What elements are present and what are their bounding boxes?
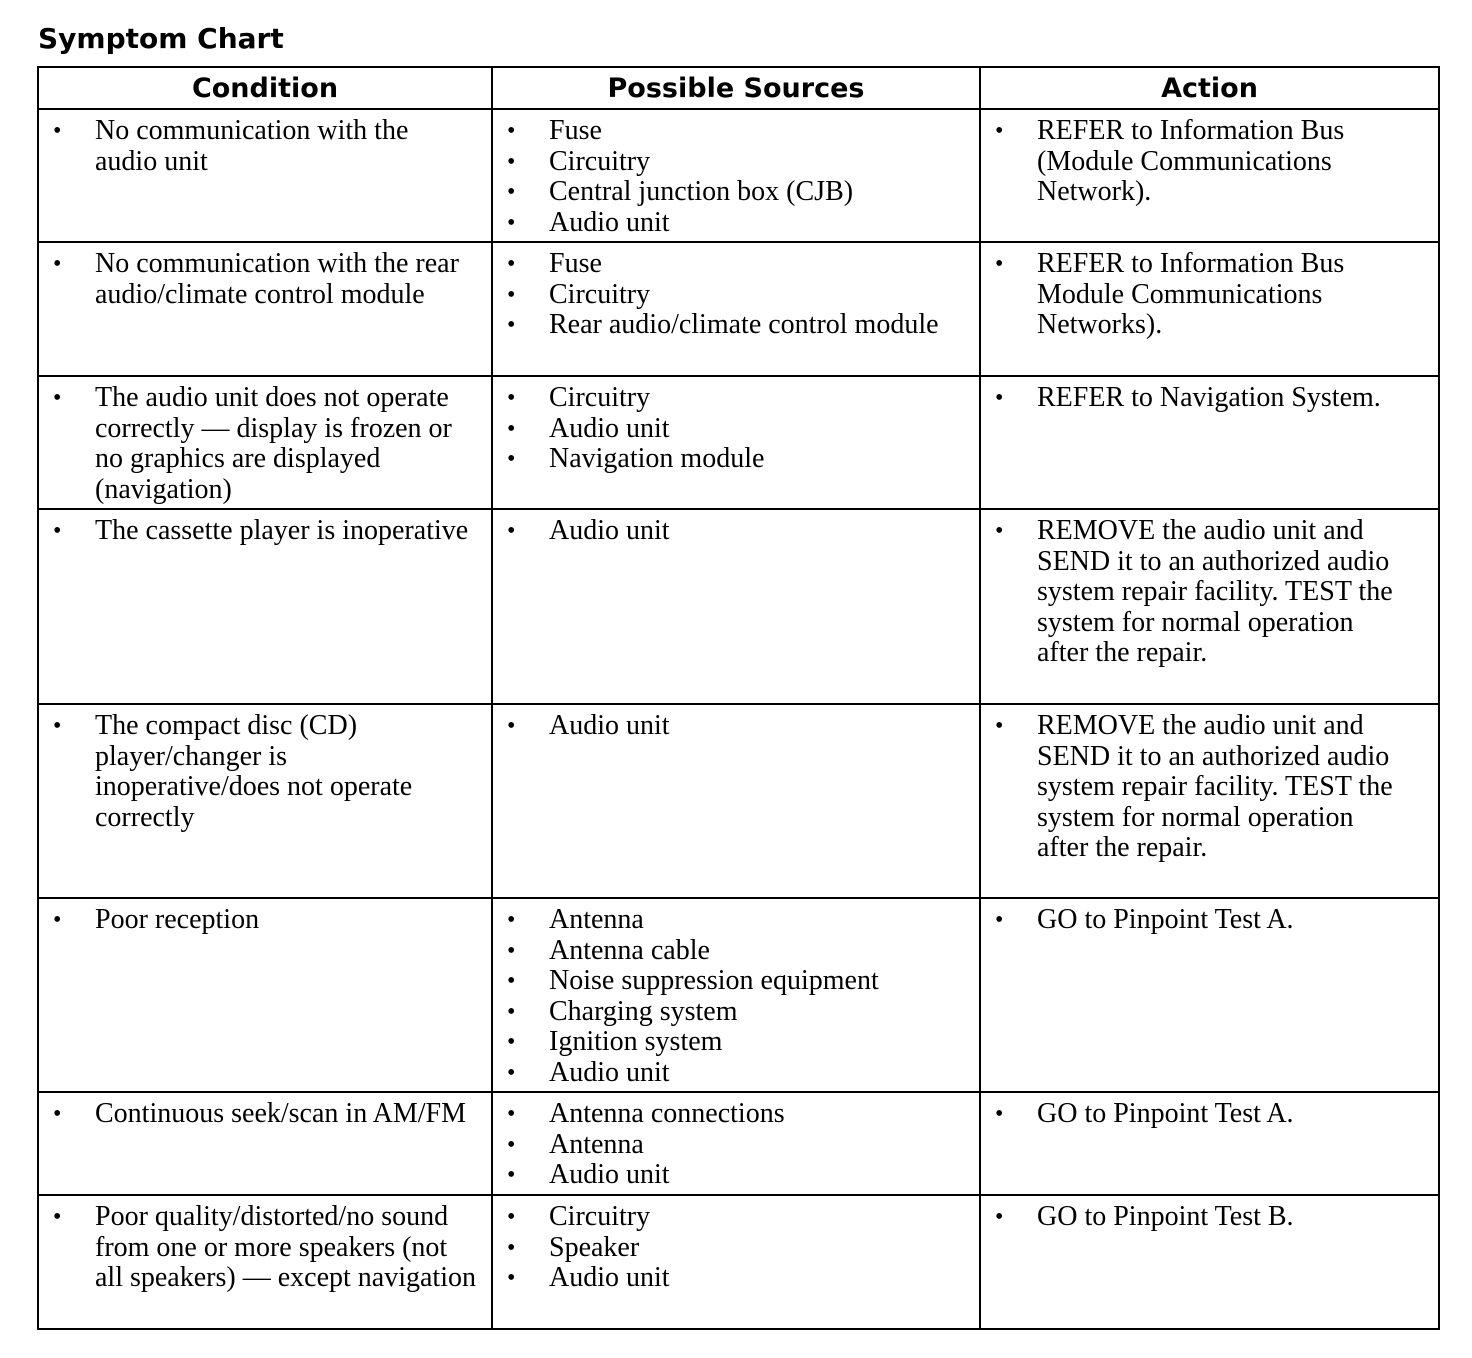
- list-item: [981, 1202, 1407, 1233]
- item-text: Noise suppression equipment: [549, 965, 879, 997]
- item-text: REFER to Information Bus (Module Communications Network).: [1037, 115, 1345, 208]
- table-body: [38, 109, 1439, 1329]
- action-cell: [980, 1195, 1439, 1329]
- item-text: The audio unit does not operate correctly — display is frozen or no graphics are displayed (navigation): [95, 382, 452, 505]
- item-text: Charging system: [549, 995, 738, 1027]
- bullet-icon: •: [995, 1204, 1004, 1230]
- bullet-icon: •: [507, 446, 516, 473]
- sources-list: [493, 1196, 979, 1294]
- list-item: [981, 116, 1407, 208]
- list-item: [39, 516, 477, 547]
- list-item: [493, 1130, 954, 1161]
- bullet-icon: •: [507, 312, 516, 339]
- sources-cell: [492, 898, 980, 1092]
- action-cell: [980, 376, 1439, 509]
- item-text: Audio unit: [549, 1262, 670, 1294]
- action-cell: [980, 242, 1439, 376]
- item-text: Circuitry: [549, 145, 651, 177]
- list-item: [493, 444, 954, 475]
- condition-cell: [38, 1092, 492, 1195]
- sources-cell: [492, 376, 980, 509]
- header-row: [38, 67, 1439, 109]
- list-item: [493, 147, 954, 178]
- list-item: [981, 516, 1407, 669]
- bullet-icon: •: [53, 1204, 62, 1230]
- list-item: [493, 997, 954, 1028]
- sources-list: [493, 510, 979, 547]
- item-text: Antenna: [549, 904, 644, 935]
- item-text: The compact disc (CD) player/changer is inoperative/does not operate correctly: [95, 710, 413, 833]
- item-text: Audio unit: [549, 412, 670, 444]
- list-item: [493, 383, 954, 414]
- condition-list: [39, 705, 491, 833]
- bullet-icon: •: [507, 937, 516, 964]
- action-list: [981, 243, 1438, 341]
- bullet-icon: •: [507, 251, 516, 277]
- sources-list: [493, 243, 979, 341]
- sources-cell: [492, 1195, 980, 1329]
- item-text: GO to Pinpoint Test A.: [1037, 904, 1294, 935]
- condition-cell: [38, 704, 492, 898]
- item-text: Poor reception: [95, 904, 260, 935]
- table-row: [38, 898, 1439, 1092]
- condition-cell: [38, 898, 492, 1092]
- item-text: Poor quality/distorted/no sound from one or more speakers (not all speakers) — except navigation: [95, 1201, 476, 1294]
- item-text: Audio unit: [549, 710, 670, 741]
- sources-list: [493, 705, 979, 742]
- table-row: [38, 509, 1439, 704]
- symptom-table: [37, 66, 1440, 1330]
- item-text: GO to Pinpoint Test B.: [1037, 1201, 1294, 1232]
- bullet-icon: •: [995, 385, 1004, 411]
- list-item: [493, 208, 954, 239]
- list-item: [39, 249, 477, 310]
- condition-cell: [38, 376, 492, 509]
- bullet-icon: •: [507, 415, 516, 442]
- table-row: [38, 1195, 1439, 1329]
- sources-list: [493, 110, 979, 238]
- condition-list: [39, 243, 491, 310]
- item-text: Continuous seek/scan in AM/FM: [95, 1098, 467, 1129]
- bullet-icon: •: [507, 1204, 516, 1230]
- list-item: [493, 177, 954, 208]
- item-text: Audio unit: [549, 1056, 670, 1088]
- item-text: Ignition system: [549, 1026, 723, 1058]
- sources-cell: [492, 509, 980, 704]
- bullet-icon: •: [507, 1029, 516, 1056]
- action-list: [981, 110, 1438, 208]
- item-text: Antenna connections: [549, 1098, 785, 1129]
- list-item: [493, 1027, 954, 1058]
- list-item: [493, 1160, 954, 1191]
- action-cell: [980, 898, 1439, 1092]
- list-item: [981, 383, 1407, 414]
- item-text: Circuitry: [549, 1201, 651, 1232]
- action-list: [981, 510, 1438, 669]
- bullet-icon: •: [995, 907, 1004, 933]
- item-text: Antenna cable: [549, 934, 710, 966]
- list-item: [493, 1202, 954, 1233]
- bullet-icon: •: [507, 281, 516, 308]
- bullet-icon: •: [507, 1234, 516, 1261]
- item-text: Speaker: [549, 1231, 640, 1263]
- condition-cell: [38, 109, 492, 242]
- chart-title: Symptom Chart: [38, 22, 284, 55]
- item-text: Audio unit: [549, 206, 670, 238]
- table-row: [38, 704, 1439, 898]
- action-list: [981, 705, 1438, 864]
- condition-list: [39, 1093, 491, 1130]
- condition-list: [39, 510, 491, 547]
- list-item: [39, 1202, 477, 1294]
- sources-cell: [492, 109, 980, 242]
- bullet-icon: •: [507, 998, 516, 1025]
- header-action: Action: [980, 67, 1439, 109]
- list-item: [981, 1099, 1407, 1130]
- item-text: Antenna: [549, 1128, 644, 1160]
- bullet-icon: •: [507, 1059, 516, 1086]
- bullet-icon: •: [53, 1101, 62, 1127]
- list-item: [39, 116, 477, 177]
- table-row: [38, 109, 1439, 242]
- header-possible-sources: Possible Sources: [492, 67, 980, 109]
- list-item: [493, 1263, 954, 1294]
- bullet-icon: •: [507, 518, 516, 544]
- list-item: [493, 1058, 954, 1089]
- item-text: The cassette player is inoperative: [95, 515, 469, 546]
- bullet-icon: •: [507, 907, 516, 933]
- bullet-icon: •: [507, 118, 516, 144]
- list-item: [39, 1099, 477, 1130]
- action-list: [981, 899, 1438, 936]
- action-cell: [980, 1092, 1439, 1195]
- item-text: Circuitry: [549, 278, 651, 310]
- bullet-icon: •: [507, 385, 516, 411]
- table-row: [38, 376, 1439, 509]
- condition-cell: [38, 1195, 492, 1329]
- list-item: [981, 905, 1407, 936]
- table-row: [38, 1092, 1439, 1195]
- condition-cell: [38, 509, 492, 704]
- bullet-icon: •: [995, 518, 1004, 544]
- condition-list: [39, 1196, 491, 1294]
- sources-cell: [492, 704, 980, 898]
- bullet-icon: •: [507, 1101, 516, 1127]
- bullet-icon: •: [995, 1101, 1004, 1127]
- bullet-icon: •: [507, 209, 516, 236]
- sources-list: [493, 377, 979, 475]
- list-item: [493, 516, 954, 547]
- list-item: [493, 280, 954, 311]
- item-text: REMOVE the audio unit and SEND it to an authorized audio system repair facility. TEST the system for normal operation after the repair.: [1037, 710, 1393, 864]
- condition-list: [39, 110, 491, 177]
- item-text: No communication with the rear audio/climate control module: [95, 248, 459, 310]
- action-list: [981, 377, 1438, 414]
- item-text: Audio unit: [549, 515, 670, 546]
- action-list: [981, 1093, 1438, 1130]
- bullet-icon: •: [53, 518, 62, 544]
- header-condition: Condition: [38, 67, 492, 109]
- sources-list: [493, 1093, 979, 1191]
- condition-list: [39, 899, 491, 936]
- bullet-icon: •: [507, 968, 516, 995]
- list-item: [493, 310, 954, 341]
- bullet-icon: •: [507, 713, 516, 739]
- bullet-icon: •: [507, 1265, 516, 1292]
- bullet-icon: •: [507, 1131, 516, 1158]
- condition-list: [39, 377, 491, 505]
- item-text: No communication with the audio unit: [95, 115, 409, 177]
- action-cell: [980, 509, 1439, 704]
- item-text: Audio unit: [549, 1159, 670, 1191]
- item-text: Rear audio/climate control module: [549, 309, 939, 341]
- item-text: REMOVE the audio unit and SEND it to an authorized audio system repair facility. TEST the system for normal operation after the repair.: [1037, 515, 1393, 669]
- action-cell: [980, 704, 1439, 898]
- list-item: [493, 936, 954, 967]
- bullet-icon: •: [53, 907, 62, 933]
- item-text: Central junction box (CJB): [549, 176, 854, 208]
- bullet-icon: •: [507, 148, 516, 175]
- item-text: GO to Pinpoint Test A.: [1037, 1098, 1294, 1129]
- sources-list: [493, 899, 979, 1089]
- sources-cell: [492, 242, 980, 376]
- bullet-icon: •: [995, 251, 1004, 277]
- sources-cell: [492, 1092, 980, 1195]
- action-list: [981, 1196, 1438, 1233]
- bullet-icon: •: [53, 251, 62, 277]
- list-item: [493, 1099, 954, 1130]
- item-text: Fuse: [549, 115, 602, 146]
- list-item: [981, 249, 1407, 341]
- list-item: [493, 1233, 954, 1264]
- bullet-icon: •: [53, 385, 62, 411]
- list-item: [39, 383, 477, 505]
- condition-cell: [38, 242, 492, 376]
- list-item: [493, 116, 954, 147]
- action-cell: [980, 109, 1439, 242]
- bullet-icon: •: [53, 713, 62, 739]
- table-row: [38, 242, 1439, 376]
- bullet-icon: •: [995, 713, 1004, 739]
- list-item: [39, 905, 477, 936]
- bullet-icon: •: [995, 118, 1004, 144]
- bullet-icon: •: [507, 1162, 516, 1189]
- list-item: [493, 249, 954, 280]
- bullet-icon: •: [53, 118, 62, 144]
- list-item: [981, 711, 1407, 864]
- item-text: REFER to Navigation System.: [1037, 382, 1381, 413]
- item-text: Fuse: [549, 248, 602, 279]
- list-item: [493, 905, 954, 936]
- item-text: REFER to Information Bus Module Communications Networks).: [1037, 248, 1345, 341]
- list-item: [493, 966, 954, 997]
- list-item: [493, 414, 954, 445]
- item-text: Circuitry: [549, 382, 651, 413]
- list-item: [493, 711, 954, 742]
- list-item: [39, 711, 477, 833]
- item-text: Navigation module: [549, 443, 765, 475]
- bullet-icon: •: [507, 179, 516, 206]
